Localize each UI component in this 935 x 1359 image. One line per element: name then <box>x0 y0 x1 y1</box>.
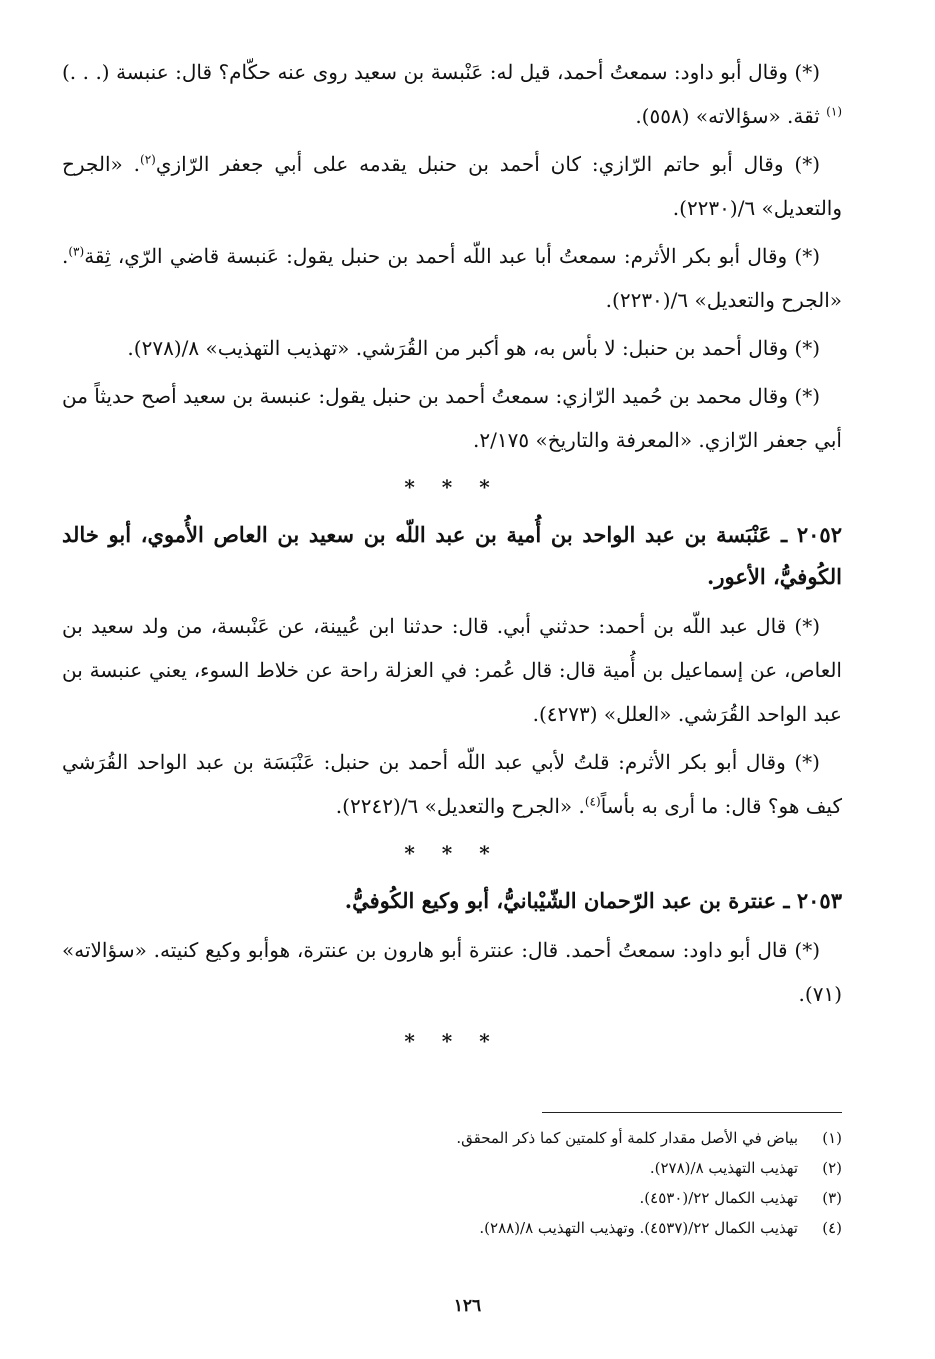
paragraph-2052-2: (*) وقال أبو بكر الأثرم: قلتُ لأبي عبد اللّه أحمد بن حنبل: عَنْبَسَة بن عبد الواحد القُرَشي كيف هو؟ قال: ما أرى به بأساً$^{(٤)}$. «الجرح والتعديل» ٦/(٢٢٤٢). <box>62 750 842 818</box>
footnote-number: (٢) <box>822 1159 842 1177</box>
footnote-1 <box>62 1123 842 1153</box>
footnote-text: تهذيب الكمال ٢٢/(٤٥٣٠). <box>639 1189 798 1207</box>
footnote-4 <box>62 1213 842 1243</box>
footnote-number: (٤) <box>822 1219 842 1237</box>
entry-heading-2053: ٢٠٥٣ ـ عنترة بن عبد الرّحمان الشّيْبانيُّ، أبو وكيع الكُوفيُّ. <box>344 888 842 913</box>
footnote-text: تهذيب الكمال ٢٢/(٤٥٣٧). وتهذيب التهذيب ٨/(٢٨٨). <box>479 1219 798 1237</box>
footnote-number: (٣) <box>822 1189 842 1207</box>
footnote-3 <box>62 1183 842 1213</box>
section-separator: * * * <box>404 475 500 499</box>
paragraph-2052-1: (*) قال عبد اللّه بن أحمد: حدثني أبي. قال: حدثنا ابن عُيينة، عن عَنْبسة، من ولد سعيد بن العاص، عن إسماعيل بن أُمية قال: قال عُمر: في العزلة راحة عن خلاط السوء، يعني عنبسة بن عبد الواحد القُرَشي. «العلل» (٤٢٧٣). <box>62 614 842 726</box>
entry-heading-2052: ٢٠٥٢ ـ عَنْبَسة بن عبد الواحد بن أُمية بن عبد اللّه بن سعيد بن العاص الأُموي، أبو خالد الكُوفيُّ، الأعور. <box>62 522 842 589</box>
section-separator: * * * <box>404 1029 500 1053</box>
page-body <box>62 50 842 1068</box>
paragraph-4: (*) وقال أحمد بن حنبل: لا بأس به، هو أكبر من القُرَشي. «تهذيب التهذيب» ٨/(٢٧٨). <box>127 336 820 360</box>
footnotes <box>62 1112 842 1243</box>
paragraph-5: (*) وقال محمد بن حُميد الرّازي: سمعتُ أحمد بن حنبل يقول: عنبسة بن سعيد أصح حديثاً من أبي جعفر الرّازي. «المعرفة والتاريخ» ٢/١٧٥. <box>62 384 842 452</box>
paragraph-3: (*) وقال أبو بكر الأثرم: سمعتُ أبا عبد اللّه أحمد بن حنبل يقول: عَنبسة قاضي الرّي، ثِقة$^{(٣)}$. «الجرح والتعديل» ٦/(٢٢٣٠). <box>62 244 842 312</box>
footnote-divider <box>542 1112 842 1113</box>
footnote-text: تهذيب التهذيب ٨/(٢٧٨). <box>649 1159 798 1177</box>
paragraph-2053-1: (*) قال أبو داود: سمعتُ أحمد. قال: عنترة أبو هارون بن عنترة، هوأبو وكيع كنيته. «سؤالاته» (٧١). <box>62 938 842 1006</box>
footnote-ref-4: (٤) <box>584 794 601 809</box>
paragraph-2: (*) وقال أبو حاتم الرّازي: كان أحمد بن حنبل يقدمه على أبي جعفر الرّازي$^{(٢)}$. «الجرح والتعديل» ٦/(٢٢٣٠). <box>62 152 842 220</box>
footnote-number: (١) <box>822 1129 842 1147</box>
page-number: ١٢٦ <box>453 1296 482 1316</box>
paragraph-1: (*) وقال أبو داود: سمعتُ أحمد، قيل له: عَنْبسة بن سعيد روى عنه حكّام؟ قال: عنبسة (. . .)$^{(١)}$ ثقة. «سؤالاته» (٥٥٨). <box>62 60 842 128</box>
footnote-ref-3: (٣) <box>68 244 85 259</box>
footnote-2 <box>62 1153 842 1183</box>
footnote-text: بياض في الأصل مقدار كلمة أو كلمتين كما ذكر المحقق. <box>456 1129 798 1147</box>
footnote-ref-1: (١) <box>826 104 842 119</box>
section-separator: * * * <box>404 841 500 865</box>
footnote-ref-2: (٢) <box>140 152 156 167</box>
